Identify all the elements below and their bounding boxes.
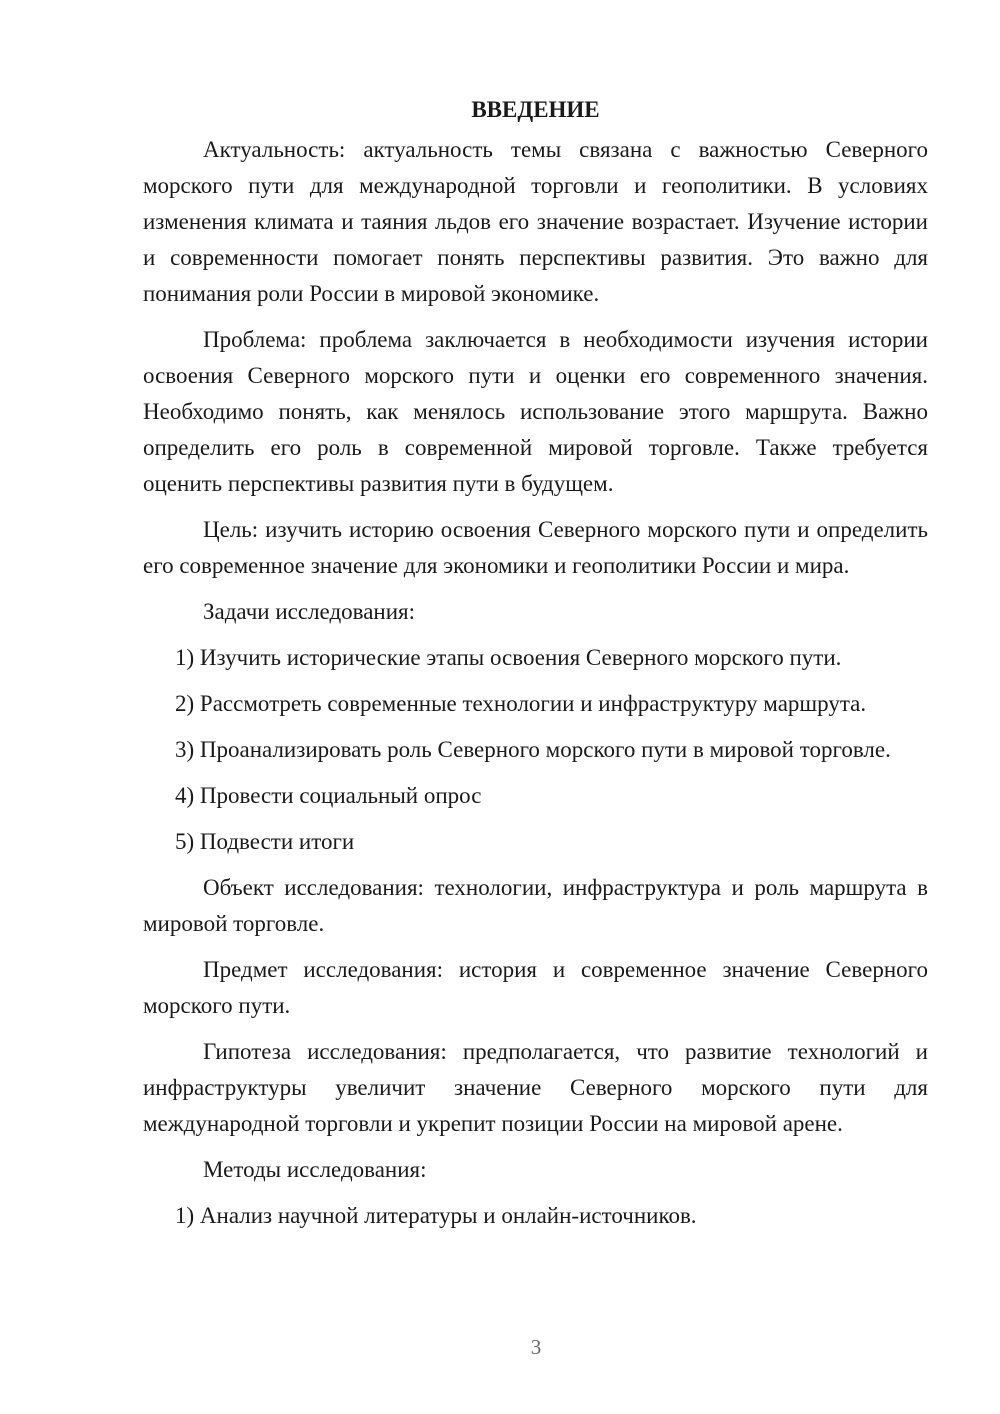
tasks-heading: Задачи исследования: bbox=[203, 599, 416, 624]
task-item: 4) Провести социальный опрос bbox=[175, 783, 482, 808]
document-page bbox=[143, 92, 928, 1244]
method-item: 1) Анализ научной литературы и онлайн-источников. bbox=[175, 1203, 697, 1228]
goal-paragraph: Цель: изучить историю освоения Северного морского пути и определить его современное значение для экономики и геополитики России и мира. bbox=[143, 517, 928, 578]
section-title: ВВЕДЕНИЕ bbox=[471, 97, 600, 122]
task-item: 1) Изучить исторические этапы освоения Северного морского пути. bbox=[175, 645, 842, 670]
methods-heading: Методы исследования: bbox=[203, 1157, 427, 1182]
object-paragraph: Объект исследования: технологии, инфраструктура и роль маршрута в мировой торговле. bbox=[143, 875, 928, 936]
page-number: 3 bbox=[530, 1335, 542, 1359]
task-item: 5) Подвести итоги bbox=[175, 829, 355, 854]
task-item: 2) Рассмотреть современные технологии и инфраструктуру маршрута. bbox=[175, 691, 867, 716]
hypothesis-paragraph: Гипотеза исследования: предполагается, что развитие технологий и инфраструктуры увеличит значение Северного морского пути для международной торговли и укрепит позиции России на мировой арене. bbox=[143, 1039, 928, 1136]
task-item: 3) Проанализировать роль Северного морского пути в мировой торговле. bbox=[175, 737, 891, 762]
problem-paragraph: Проблема: проблема заключается в необходимости изучения истории освоения Северного морского пути и оценки его современного значения. Необходимо понять, как менялось использование этого маршрута. Важно определить его роль в современной мировой торговле. Также требуется оценить перспективы развития пути в будущем. bbox=[143, 327, 928, 496]
relevance-paragraph: Актуальность: актуальность темы связана с важностью Северного морского пути для международной торговли и геополитики. В условиях изменения климата и таяния льдов его значение возрастает. Изучение истории и современности помогает понять перспективы развития. Это важно для понимания роли России в мировой экономике. bbox=[143, 137, 928, 306]
subject-paragraph: Предмет исследования: история и современное значение Северного морского пути. bbox=[143, 957, 928, 1018]
